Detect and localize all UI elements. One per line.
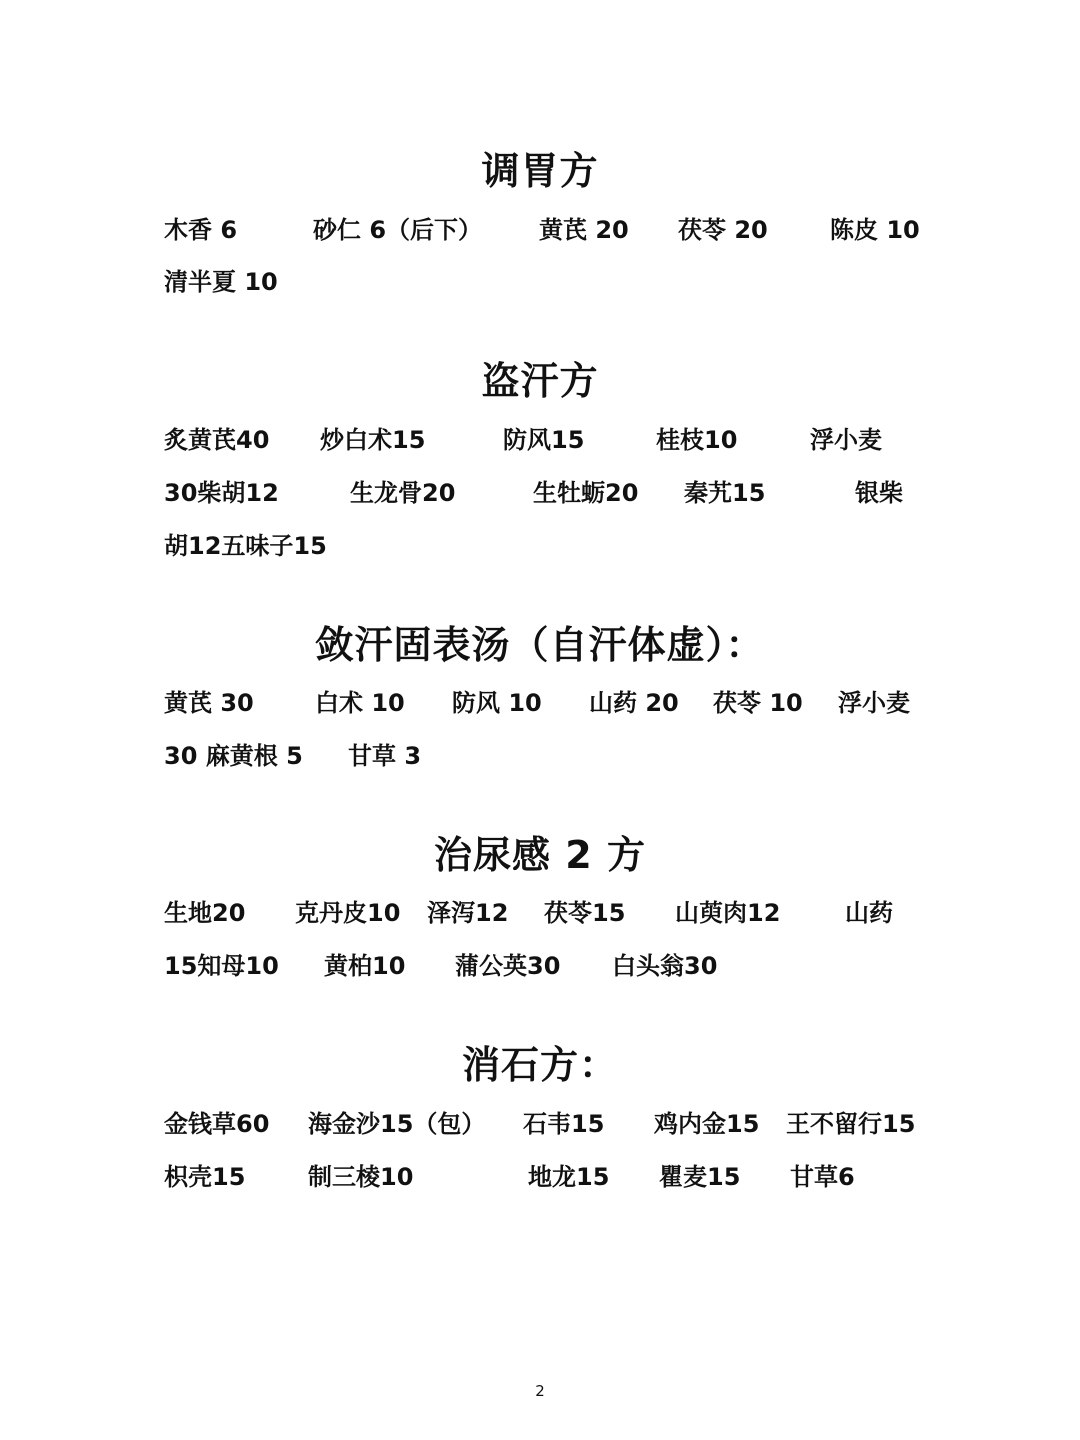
herb-item: 制三棱10 bbox=[308, 1163, 414, 1191]
herb-item: 泽泻12 bbox=[427, 899, 509, 927]
herb-item: 30 麻黄根 5 bbox=[164, 742, 303, 770]
herb-item: 砂仁 6（后下） bbox=[313, 216, 483, 244]
herb-line bbox=[0, 1157, 1080, 1197]
herb-item: 石韦15 bbox=[523, 1110, 605, 1138]
herb-line bbox=[0, 736, 1080, 776]
section-title: 敛汗固表汤（自汗体虚）： bbox=[315, 623, 765, 667]
herb-line bbox=[0, 946, 1080, 986]
section-title: 调胃方 bbox=[481, 149, 599, 193]
herb-item: 瞿麦15 bbox=[659, 1163, 741, 1191]
herb-item: 炒白术15 bbox=[320, 426, 426, 454]
herb-item: 王不留行15 bbox=[786, 1110, 916, 1138]
herb-item: 茯苓 20 bbox=[678, 216, 768, 244]
herb-item: 甘草 3 bbox=[348, 742, 422, 770]
herb-item: 木香 6 bbox=[164, 216, 238, 244]
herb-item: 秦艽15 bbox=[684, 479, 766, 507]
herb-item: 茯苓 10 bbox=[713, 689, 803, 717]
herb-line bbox=[0, 1104, 1080, 1144]
section-title: 盗汗方 bbox=[481, 359, 599, 403]
herb-item: 山药 20 bbox=[589, 689, 679, 717]
herb-line bbox=[0, 473, 1080, 513]
herb-item: 防风 10 bbox=[452, 689, 542, 717]
herb-item: 生牡蛎20 bbox=[533, 479, 639, 507]
section-title: 消石方： bbox=[461, 1043, 618, 1087]
herb-item: 浮小麦 bbox=[810, 426, 882, 454]
herb-item: 白术 10 bbox=[315, 689, 405, 717]
herb-item: 清半夏 10 bbox=[164, 268, 278, 296]
herb-item: 地龙15 bbox=[528, 1163, 610, 1191]
herb-item: 炙黄芪40 bbox=[164, 426, 270, 454]
herb-item: 蒲公英30 bbox=[455, 952, 561, 980]
herb-line bbox=[0, 893, 1080, 933]
herb-item: 黄芪 20 bbox=[539, 216, 629, 244]
herb-item: 金钱草60 bbox=[164, 1110, 270, 1138]
herb-item: 茯苓15 bbox=[544, 899, 626, 927]
herb-item: 生地20 bbox=[164, 899, 246, 927]
herb-item: 15知母10 bbox=[164, 952, 279, 980]
herb-item: 鸡内金15 bbox=[654, 1110, 760, 1138]
herb-item: 陈皮 10 bbox=[830, 216, 920, 244]
page-number: 2 bbox=[535, 1382, 545, 1400]
section-title: 治尿感 2 方 bbox=[434, 833, 646, 877]
herb-item: 银柴 bbox=[855, 479, 903, 507]
herb-line bbox=[0, 683, 1080, 723]
herb-item: 胡12五味子15 bbox=[164, 532, 327, 560]
herb-item: 黄柏10 bbox=[324, 952, 406, 980]
herb-item: 白头翁30 bbox=[612, 952, 718, 980]
herb-item: 生龙骨20 bbox=[350, 479, 456, 507]
herb-item: 山萸肉12 bbox=[675, 899, 781, 927]
herb-line bbox=[0, 262, 1080, 302]
herb-item: 防风15 bbox=[503, 426, 585, 454]
herb-item: 山药 bbox=[845, 899, 893, 927]
herb-item: 海金沙15（包） bbox=[308, 1110, 486, 1138]
herb-line bbox=[0, 420, 1080, 460]
herb-item: 浮小麦 bbox=[838, 689, 910, 717]
herb-item: 黄芪 30 bbox=[164, 689, 254, 717]
herb-line bbox=[0, 526, 1080, 566]
herb-item: 甘草6 bbox=[790, 1163, 855, 1191]
herb-item: 桂枝10 bbox=[656, 426, 738, 454]
herb-item: 克丹皮10 bbox=[295, 899, 401, 927]
herb-item: 枳壳15 bbox=[164, 1163, 246, 1191]
herb-line bbox=[0, 210, 1080, 250]
herb-item: 30柴胡12 bbox=[164, 479, 279, 507]
